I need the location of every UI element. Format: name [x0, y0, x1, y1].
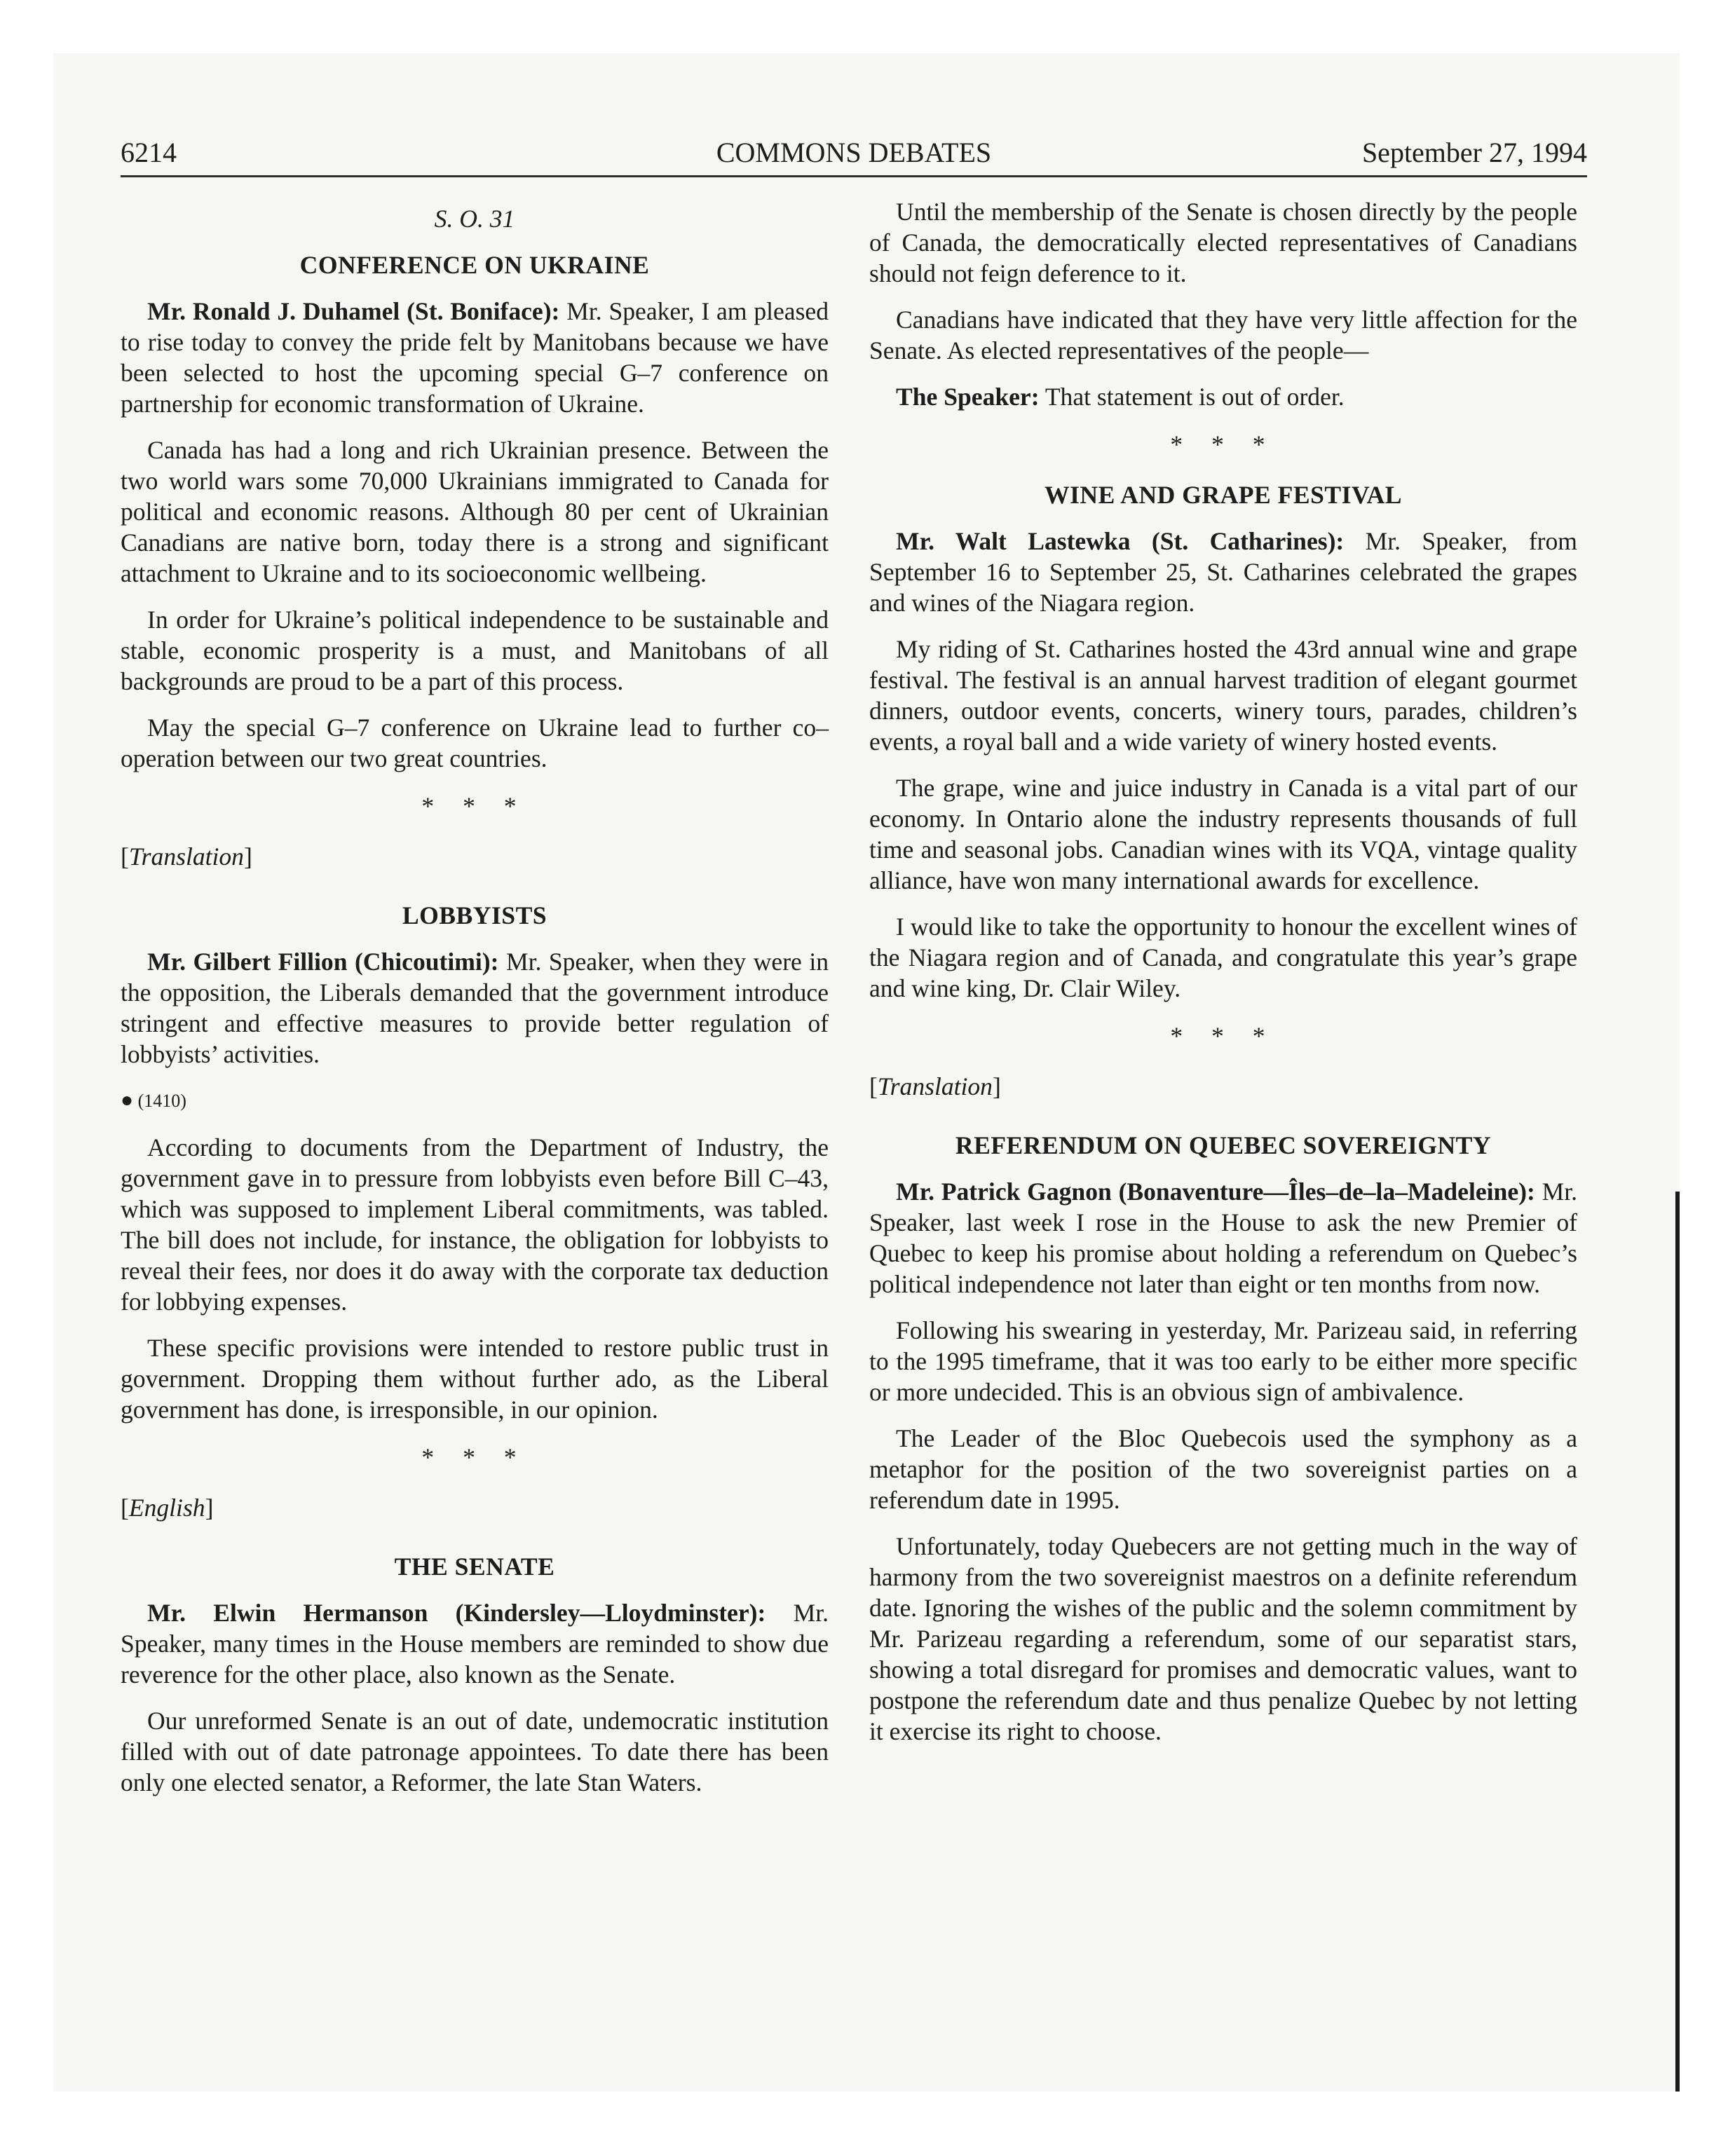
paragraph: Canadians have indicated that they have very little affection for the Senate. As elected representatives of the people— — [869, 306, 1577, 364]
heading-the-senate: THE SENATE — [394, 1553, 555, 1581]
speaker-name: Mr. Gilbert Fillion (Chicoutimi): — [147, 948, 499, 976]
language-note: [Translation] — [869, 1072, 1001, 1100]
paragraph: The Speaker: That statement is out of order. — [896, 383, 1345, 411]
publication-title: COMMONS DEBATES — [716, 137, 992, 168]
heading-wine-and-grape-festival: WINE AND GRAPE FESTIVAL — [1044, 481, 1403, 509]
paragraph: Mr. Patrick Gagnon (Bonaventure—Îles–de–la–Madeleine): Mr. Speaker, last week I rose in the House to ask the new Premier of Quebec to keep his promise about holding a referendum on Quebec’s political independence not later than eight or ten months from now. — [869, 1178, 1578, 1298]
scan-edge-shadow — [1675, 1192, 1680, 2092]
paragraph: Canada has had a long and rich Ukrainian presence. Between the two world wars some 70,000 Ukrainians immigrated to Canada for political and economic reasons. Although 80 per cent of Ukrainian Canadians are native born, today there is a strong and significant attachment to Ukraine and to its socioeconomic wellbeing. — [121, 436, 829, 587]
heading-lobbyists: LOBBYISTS — [402, 901, 547, 929]
language-note: [Translation] — [121, 842, 252, 871]
bullet-icon: ● — [121, 1089, 134, 1112]
paragraph: According to documents from the Department of Industry, the government gave in to pressure from lobbyists even before Bill C–43, which was supposed to implement Liberal commitments, was tabled. The bill does not include, for instance, the obligation for lobbyists to reveal their fees, nor does it do away with the corporate tax deduction for lobbying expenses. — [121, 1133, 829, 1316]
speaker-name: Mr. Patrick Gagnon (Bonaventure—Îles–de–la–Madeleine): — [896, 1178, 1535, 1206]
speaker-name: Mr. Ronald J. Duhamel (St. Boniface): — [147, 297, 560, 325]
running-header — [121, 133, 1587, 172]
paragraph: Our unreformed Senate is an out of date, undemocratic institution filled with out of date patronage appointees. To date there has been only one elected senator, a Reformer, the late Stan Waters. — [121, 1707, 829, 1796]
section-separator: * * * — [1170, 430, 1277, 458]
paragraph: Until the membership of the Senate is chosen directly by the people of Canada, the democratically elected representatives of Canadians should not feign deference to it. — [869, 198, 1577, 287]
timestamp: ● (1410) — [121, 1089, 186, 1112]
paragraph: My riding of St. Catharines hosted the 43rd annual wine and grape festival. The festival is an annual harvest tradition of elegant gourmet dinners, outdoor events, concerts, winery tours, parades, children’s events, a royal ball and a wide variety of winery hosted events. — [869, 635, 1577, 756]
paragraph: In order for Ukraine’s political independence to be sustainable and stable, economic prosperity is a must, and Manitobans of all backgrounds are proud to be a part of this process. — [121, 606, 829, 695]
paragraph: The grape, wine and juice industry in Canada is a vital part of our economy. In Ontario alone the industry represents thousands of full time and seasonal jobs. Canadian wines with its VQA, vintage quality alliance, have won many international awards for excellence. — [869, 774, 1577, 894]
page-number: 6214 — [121, 137, 177, 168]
section-separator: * * * — [1170, 1022, 1277, 1050]
paragraph: Mr. Gilbert Fillion (Chicoutimi): Mr. Speaker, when they were in the opposition, the Liberals demanded that the government introduce stringent and effective measures to provide better regulation of lobbyists’ activities. — [121, 948, 829, 1068]
header-rule — [121, 175, 1587, 177]
section-label: S. O. 31 — [434, 205, 515, 233]
paragraph: These specific provisions were intended to restore public trust in government. Dropping them without further ado, as the Liberal government has done, is irresponsible, in our opinion. — [121, 1334, 829, 1424]
paragraph: Mr. Ronald J. Duhamel (St. Boniface): Mr. Speaker, I am pleased to rise today to convey the pride felt by Manitobans because we have been selected to host the upcoming special G–7 conference on partnership for economic transformation of Ukraine. — [121, 297, 829, 418]
language-note: [English] — [121, 1494, 214, 1522]
section-separator: * * * — [421, 1443, 528, 1471]
paragraph: Mr. Elwin Hermanson (Kindersley—Lloydminster): Mr. Speaker, many times in the House members are reminded to show due reverence for the other place, also known as the Senate. — [121, 1599, 829, 1688]
heading-conference-on-ukraine: CONFERENCE ON UKRAINE — [299, 251, 650, 279]
paragraph: Following his swearing in yesterday, Mr. Parizeau said, in referring to the 1995 timeframe, that it was too early to be either more specific or more undecided. This is an obvious sign of ambivalence. — [869, 1316, 1577, 1406]
header-date: September 27, 1994 — [1361, 137, 1587, 168]
paragraph: The Leader of the Bloc Quebecois used the symphony as a metaphor for the position of the two sovereignist parties on a referendum date in 1995. — [869, 1424, 1577, 1514]
paragraph: May the special G–7 conference on Ukraine lead to further co–operation between our two great countries. — [121, 714, 829, 772]
section-separator: * * * — [421, 792, 528, 820]
paragraph: I would like to take the opportunity to honour the excellent wines of the Niagara region and of Canada, and congratulate this year’s grape and wine king, Dr. Clair Wiley. — [869, 913, 1577, 1002]
right-column — [869, 196, 1577, 1762]
paragraph: Mr. Walt Lastewka (St. Catharines): Mr. Speaker, from September 16 to September 25, St. Catharines celebrated the grapes and wines of the Niagara region. — [869, 527, 1577, 617]
left-column — [121, 196, 829, 1813]
paragraph: Unfortunately, today Quebecers are not getting much in the way of harmony from the two sovereignist maestros on a definite referendum date. Ignoring the wishes of the public and the solemn commitment by Mr. Parizeau regarding a referendum, some of our separatist stars, showing a total disregard for promises and democratic values, want to postpone the referendum date and thus penalize Quebec by not letting it exercise its right to choose. — [869, 1532, 1577, 1745]
speaker-name: Mr. Walt Lastewka (St. Catharines): — [896, 527, 1345, 555]
speaker-name: Mr. Elwin Hermanson (Kindersley—Lloydminster): — [147, 1599, 766, 1627]
speaker-name: The Speaker: — [896, 383, 1040, 411]
heading-referendum-on-quebec-sovereignty: REFERENDUM ON QUEBEC SOVEREIGNTY — [955, 1131, 1492, 1159]
